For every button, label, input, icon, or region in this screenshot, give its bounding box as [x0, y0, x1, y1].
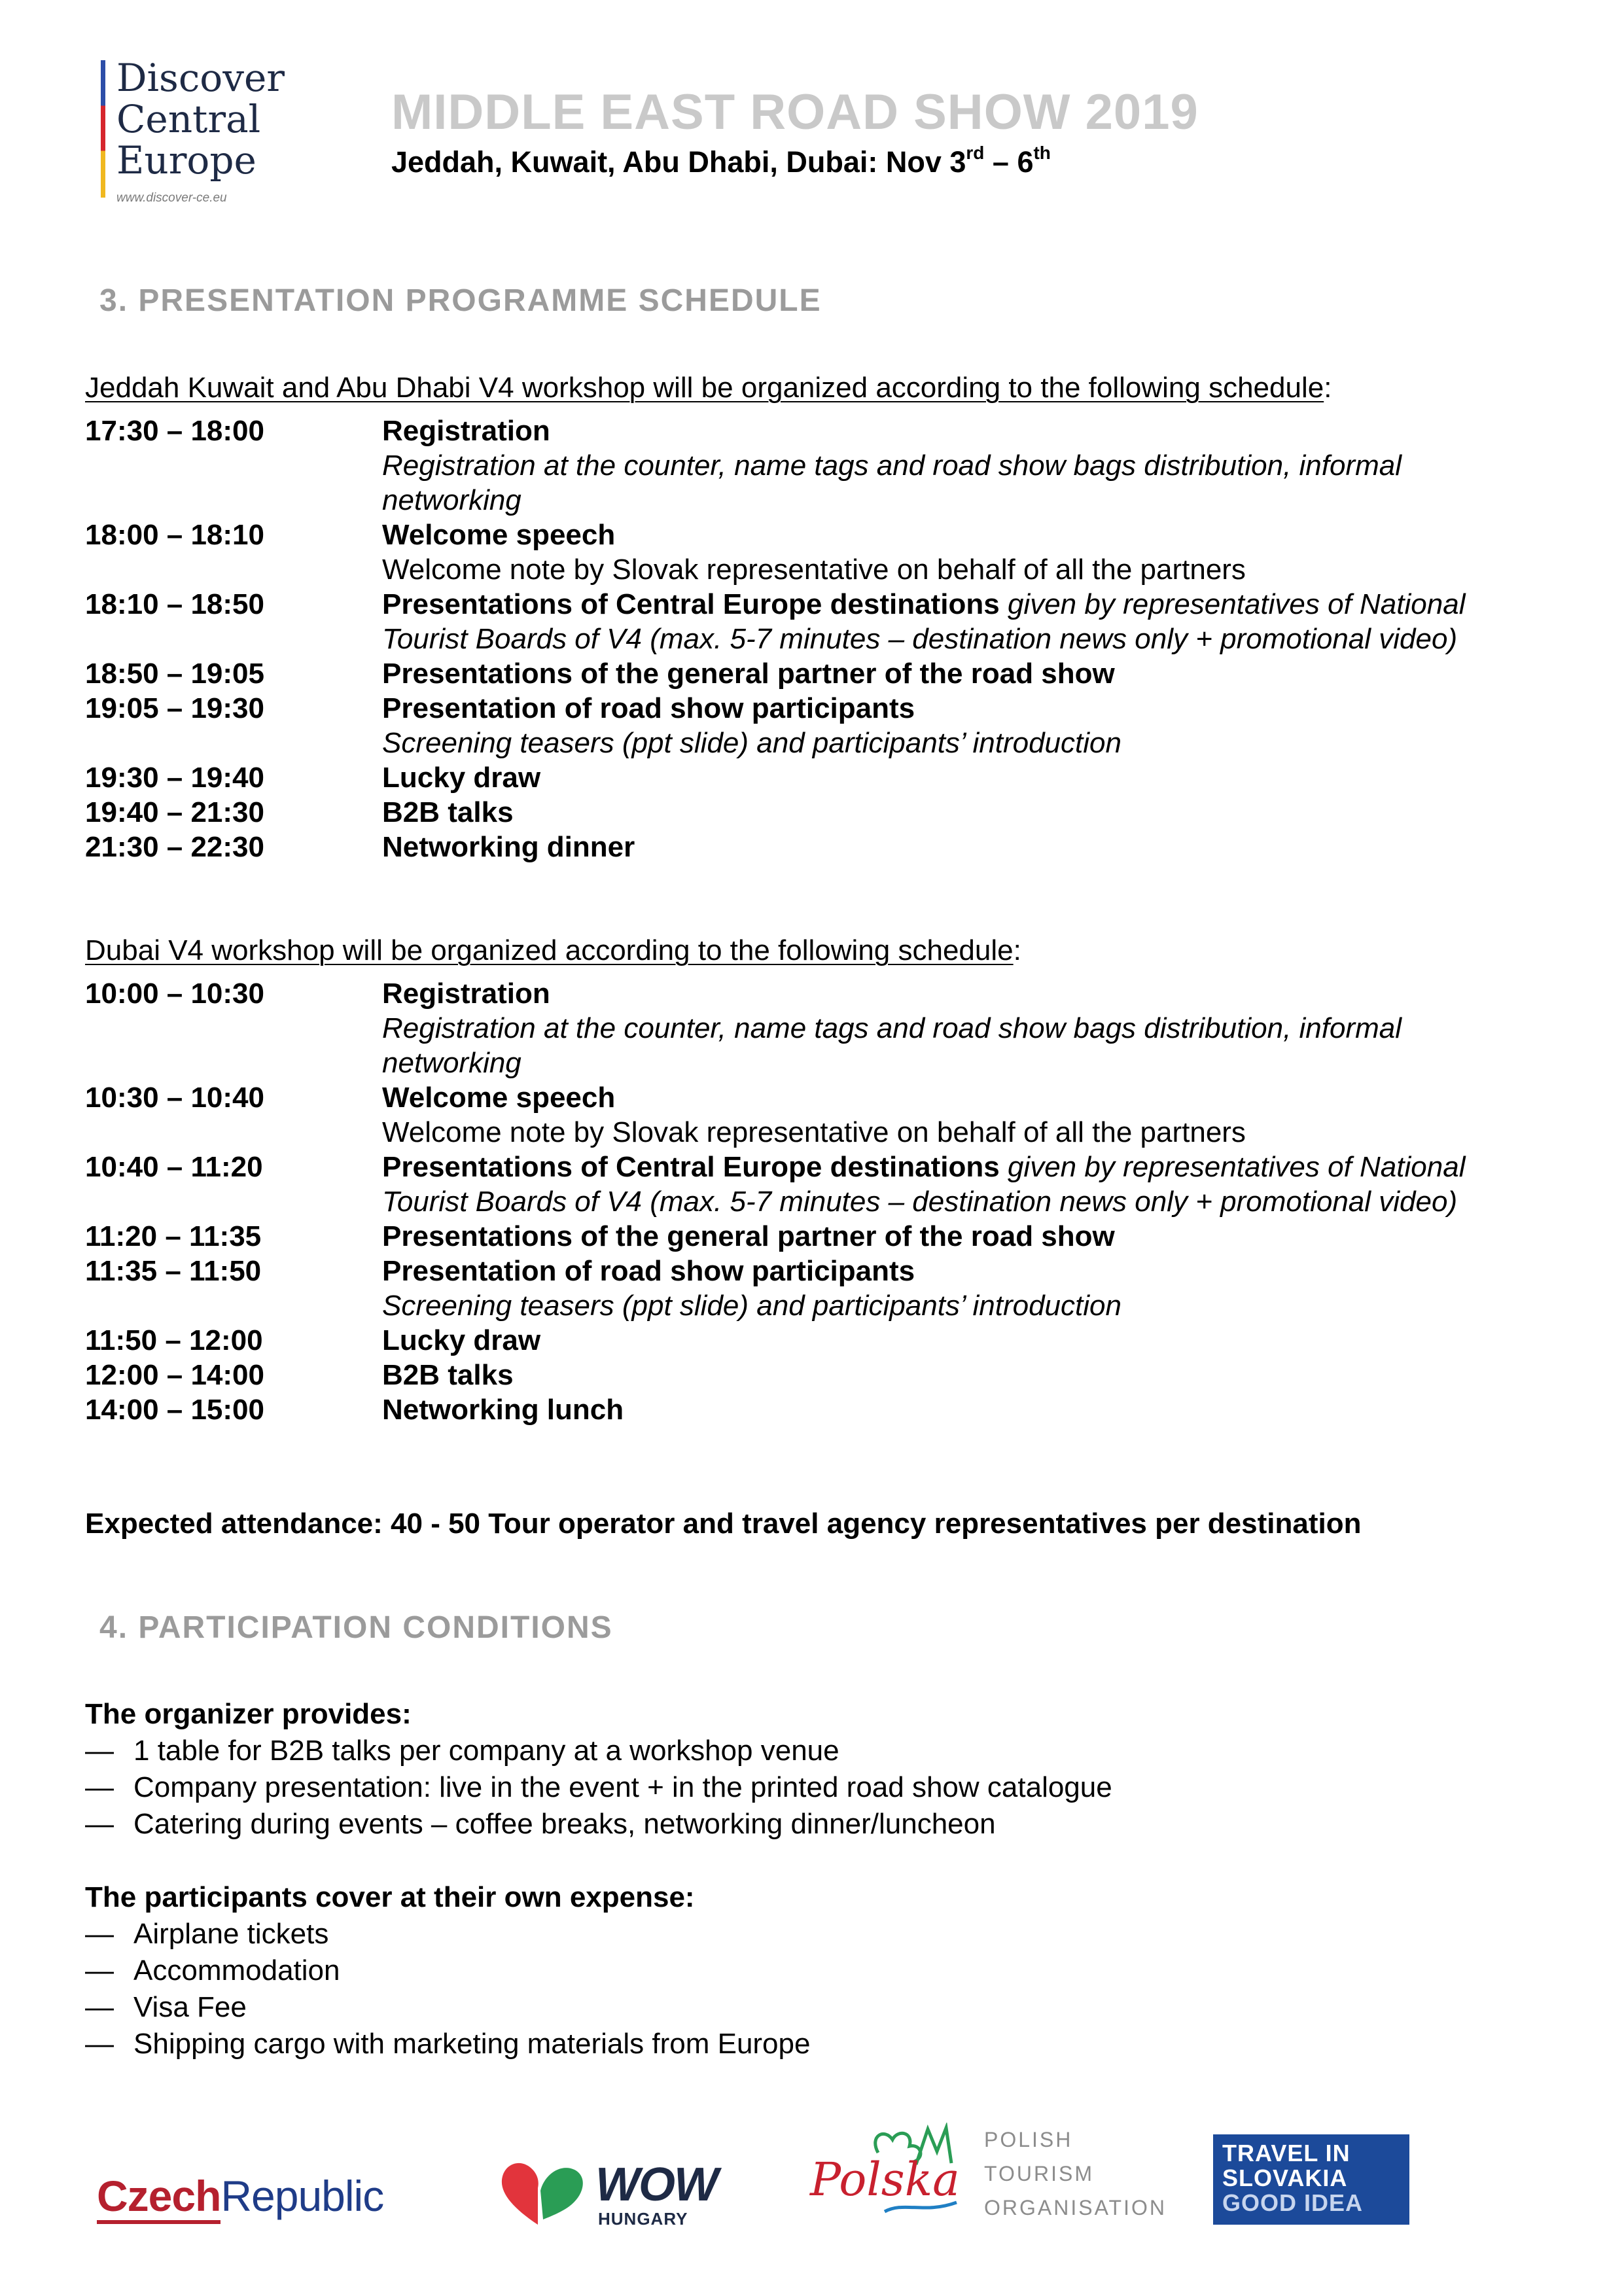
- schedule-row: [85, 1358, 1551, 1392]
- schedule-description: [382, 1219, 1551, 1254]
- czech-republic-logo: CzechRepublic: [97, 2171, 383, 2221]
- schedule-item-title: Registration: [382, 415, 550, 447]
- schedule-description: [382, 1392, 1551, 1427]
- list-item-text: Airplane tickets: [133, 1918, 329, 1950]
- schedule-item-title: Presentation of road show participants: [382, 1255, 915, 1287]
- travel-in-slovakia-logo: [1213, 2134, 1409, 2225]
- dash-bullet: —: [85, 1771, 114, 1803]
- schedule-time: 18:10 – 18:50: [85, 588, 264, 620]
- schedule-item-detail: networking: [382, 1047, 521, 1079]
- wow-word: WOW: [595, 2159, 717, 2211]
- schedule-time: 11:50 – 12:00: [85, 1324, 263, 1356]
- page-title: MIDDLE EAST ROAD SHOW 2019: [391, 84, 1199, 140]
- schedule-item-detail: networking: [382, 484, 521, 516]
- schedule-row: [85, 1392, 1551, 1427]
- schedule-description: [382, 587, 1551, 656]
- dash-bullet: —: [85, 1991, 114, 2023]
- dubai-schedule-table: [85, 976, 1551, 1427]
- schedule-row: [85, 587, 1551, 656]
- schedule-description: [382, 691, 1551, 760]
- schedule-row: [85, 795, 1551, 830]
- schedule-time: 18:50 – 19:05: [85, 658, 264, 690]
- schedule-time: 10:40 – 11:20: [85, 1151, 263, 1183]
- list-item-text: Shipping cargo with marketing materials from Europe: [133, 2028, 811, 2060]
- schedule-item-title: Presentations of the general partner of the road show: [382, 1220, 1115, 1252]
- dash-bullet: —: [85, 2028, 114, 2060]
- slovakia-tagline: GOOD IDEA: [1222, 2189, 1364, 2216]
- schedule-row: [85, 1323, 1551, 1358]
- logo-line-3: Europe: [116, 138, 256, 183]
- schedule-item-title: Networking lunch: [382, 1394, 624, 1426]
- schedule-item-title: Presentations of the general partner of the road show: [382, 658, 1115, 690]
- schedule-row: [85, 1254, 1551, 1323]
- schedule-description: [382, 414, 1551, 518]
- polish-tourism-org: POLISH TOURISM ORGANISATION: [984, 2128, 1167, 2219]
- list-item-text: 1 table for B2B talks per company at a workshop venue: [133, 1735, 839, 1767]
- slovakia-line-2: SLOVAKIA: [1222, 2164, 1348, 2191]
- list-item: [85, 1733, 1112, 1769]
- wow-hungary-logo: [497, 2151, 720, 2236]
- dubai-schedule-intro: Dubai V4 workshop will be organized according to the following schedule:: [85, 934, 1021, 966]
- schedule-row: [85, 976, 1551, 1080]
- organizer-heading: The organizer provides:: [85, 1698, 412, 1730]
- schedule-description: [382, 1254, 1551, 1323]
- schedule-time: 19:40 – 21:30: [85, 796, 264, 828]
- dash-bullet: —: [85, 1735, 114, 1767]
- schedule-item-detail: Tourist Boards of V4 (max. 5-7 minutes – destination news only + promotional video): [382, 1186, 1458, 1218]
- schedule-item-title: Lucky draw: [382, 762, 541, 794]
- schedule-item-detail: Tourist Boards of V4 (max. 5-7 minutes – destination news only + promotional video): [382, 623, 1458, 655]
- schedule-item-title: Presentations of Central Europe destinations: [382, 1151, 1000, 1183]
- logo-text: [116, 58, 285, 181]
- schedule-item-title: Presentations of Central Europe destinations: [382, 588, 1000, 620]
- schedule-description: [382, 1080, 1551, 1150]
- section-heading-conditions: 4. PARTICIPATION CONDITIONS: [99, 1610, 613, 1645]
- schedule-item-title: Registration: [382, 978, 550, 1010]
- schedule-item-detail: Registration at the counter, name tags and road show bags distribution, informal: [382, 1012, 1402, 1044]
- schedule-item-title: Presentation of road show participants: [382, 692, 915, 724]
- schedule-item-title: B2B talks: [382, 796, 514, 828]
- polska-logo: [806, 2123, 1173, 2227]
- schedule-description: [382, 830, 1551, 864]
- slovakia-line-1: TRAVEL IN: [1222, 2140, 1350, 2166]
- schedule-time: 19:30 – 19:40: [85, 762, 264, 794]
- discover-central-europe-logo: [98, 58, 321, 215]
- schedule-row: [85, 656, 1551, 691]
- dash-bullet: —: [85, 1918, 114, 1950]
- schedule-row: [85, 414, 1551, 518]
- schedule-row: [85, 1150, 1551, 1219]
- schedule-item-detail: Welcome note by Slovak representative on behalf of all the partners: [382, 554, 1246, 586]
- schedule-time: 14:00 – 15:00: [85, 1394, 264, 1426]
- list-item: [85, 1989, 810, 2026]
- list-item-text: Accommodation: [133, 1954, 340, 1987]
- schedule-time: 11:20 – 11:35: [85, 1220, 262, 1252]
- section-heading-schedule: 3. PRESENTATION PROGRAMME SCHEDULE: [99, 283, 822, 318]
- schedule-item-detail: Screening teasers (ppt slide) and participants’ introduction: [382, 727, 1121, 759]
- schedule-item-detail: Screening teasers (ppt slide) and participants’ introduction: [382, 1290, 1121, 1322]
- schedule-time: 17:30 – 18:00: [85, 415, 264, 447]
- schedule-description: [382, 1358, 1551, 1392]
- schedule-item-title: Welcome speech: [382, 519, 616, 551]
- schedule-row: [85, 1080, 1551, 1150]
- schedule-item-title: Networking dinner: [382, 831, 635, 863]
- schedule-row: [85, 1219, 1551, 1254]
- logo-color-bar: [101, 60, 105, 198]
- list-item: [85, 1806, 1112, 1843]
- schedule-item-title-tail: given by representatives of National: [999, 1151, 1466, 1183]
- schedule-row: [85, 518, 1551, 587]
- list-item-text: Visa Fee: [133, 1991, 247, 2023]
- wow-sub: HUNGARY: [598, 2209, 688, 2229]
- hungary-heart-icon: [497, 2151, 589, 2236]
- participants-list: [85, 1916, 810, 2062]
- schedule-description: [382, 1150, 1551, 1219]
- schedule-item-detail: Welcome note by Slovak representative on behalf of all the partners: [382, 1116, 1246, 1148]
- schedule-item-title: Lucky draw: [382, 1324, 541, 1356]
- schedule-item-title-tail: given by representatives of National: [999, 588, 1466, 620]
- schedule-item-title: Welcome speech: [382, 1082, 616, 1114]
- schedule-row: [85, 830, 1551, 864]
- dash-bullet: —: [85, 1954, 114, 1987]
- organizer-provides: [85, 1696, 1112, 1843]
- schedule-time: 21:30 – 22:30: [85, 831, 264, 863]
- list-item: [85, 1769, 1112, 1806]
- schedule-description: [382, 1323, 1551, 1358]
- logo-line-1: Discover: [116, 56, 285, 100]
- schedule-description: [382, 795, 1551, 830]
- evening-schedule-intro: Jeddah Kuwait and Abu Dhabi V4 workshop will be organized according to the following schedule:: [85, 372, 1332, 404]
- organizer-list: [85, 1733, 1112, 1843]
- participants-heading: The participants cover at their own expense:: [85, 1881, 695, 1913]
- schedule-description: [382, 976, 1551, 1080]
- list-item: [85, 1916, 810, 1952]
- schedule-row: [85, 760, 1551, 795]
- list-item: [85, 2026, 810, 2062]
- schedule-time: 10:00 – 10:30: [85, 978, 264, 1010]
- expected-attendance: Expected attendance: 40 - 50 Tour operator and travel agency representatives per destination: [85, 1508, 1362, 1540]
- schedule-row: [85, 691, 1551, 760]
- schedule-time: 11:35 – 11:50: [85, 1255, 262, 1287]
- schedule-time: 12:00 – 14:00: [85, 1359, 264, 1391]
- schedule-item-title: B2B talks: [382, 1359, 514, 1391]
- page-subtitle: Jeddah, Kuwait, Abu Dhabi, Dubai: Nov 3rd – 6th: [391, 143, 1051, 179]
- schedule-description: [382, 518, 1551, 587]
- dash-bullet: —: [85, 1808, 114, 1840]
- polska-word: Polska: [810, 2153, 960, 2206]
- logo-url: www.discover-ce.eu: [116, 191, 227, 205]
- schedule-time: 19:05 – 19:30: [85, 692, 264, 724]
- evening-schedule-table: [85, 414, 1551, 864]
- list-item-text: Catering during events – coffee breaks, networking dinner/luncheon: [133, 1808, 996, 1840]
- schedule-time: 18:00 – 18:10: [85, 519, 264, 551]
- participants-cover: [85, 1879, 810, 2062]
- schedule-description: [382, 656, 1551, 691]
- list-item-text: Company presentation: live in the event + in the printed road show catalogue: [133, 1771, 1112, 1803]
- schedule-description: [382, 760, 1551, 795]
- list-item: [85, 1952, 810, 1989]
- logo-line-2: Central: [116, 97, 261, 141]
- schedule-item-detail: Registration at the counter, name tags and road show bags distribution, informal: [382, 450, 1402, 482]
- schedule-time: 10:30 – 10:40: [85, 1082, 264, 1114]
